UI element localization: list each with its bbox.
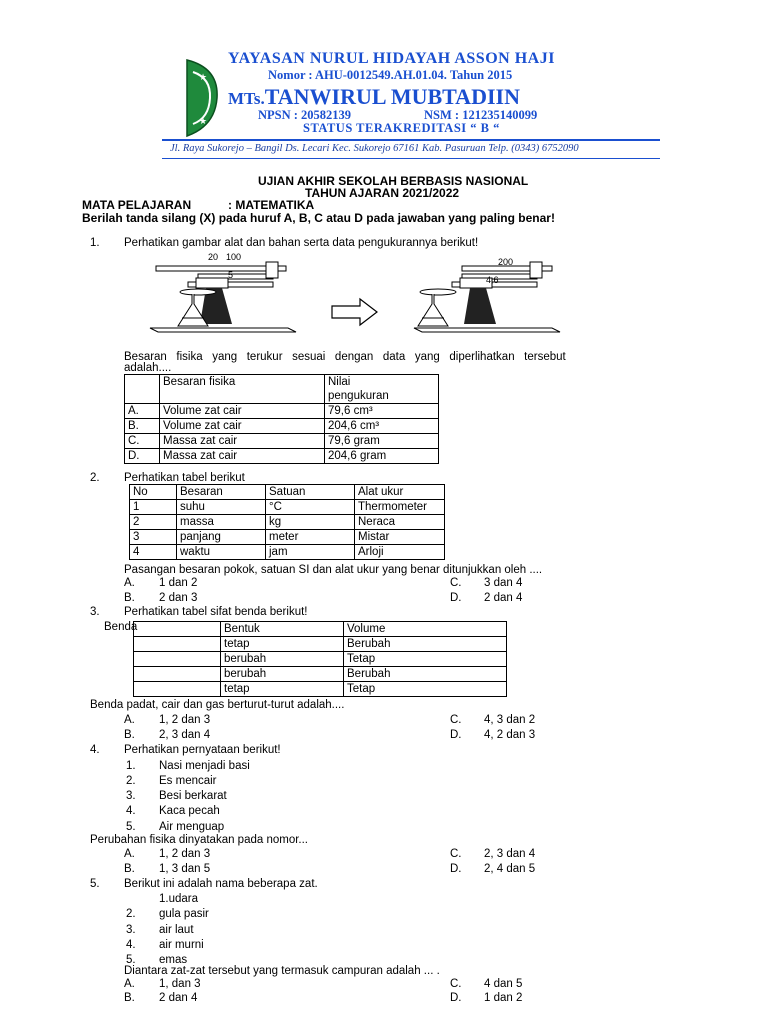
q1-col2-header — [325, 375, 439, 404]
table-cell: waktu — [177, 545, 266, 560]
table-row — [125, 375, 439, 404]
table-cell: Berubah — [344, 667, 507, 682]
table-cell: 2 — [130, 515, 177, 530]
choice-letter: B. — [124, 863, 135, 875]
subject-value: : MATEMATIKA — [228, 198, 315, 212]
table-cell: jam — [266, 545, 355, 560]
list-item-number: 5. — [126, 821, 136, 833]
table-cell — [134, 682, 221, 697]
choice-text: 4 dan 5 — [484, 978, 523, 990]
choice-text: 1, 2 dan 3 — [159, 714, 211, 726]
school-prefix: MTs. — [228, 89, 265, 108]
school-name — [228, 84, 520, 110]
choice-text: 2, 4 dan 5 — [484, 863, 536, 875]
choice-text: 4, 2 dan 3 — [484, 729, 536, 741]
q2-table — [129, 484, 445, 560]
choice-text: 2, 3 dan 4 — [159, 729, 211, 741]
subject-label: MATA PELAJARAN — [82, 198, 192, 212]
table-cell: kg — [266, 515, 355, 530]
table-header: Bentuk — [221, 622, 344, 637]
q3-header-benda: Benda — [104, 621, 138, 633]
fig-left-beam1: 20 — [208, 252, 219, 262]
table-row — [125, 419, 439, 434]
exam-year: TAHUN AJARAN 2021/2022 — [305, 186, 460, 200]
list-item-number: 2. — [126, 908, 136, 920]
choice-text: 2 dan 3 — [159, 592, 198, 604]
list-item: air laut — [159, 924, 194, 936]
q5-number: 5. — [90, 878, 100, 890]
q3-number: 3. — [90, 606, 100, 618]
table-cell: Mistar — [355, 530, 445, 545]
table-cell — [134, 622, 221, 637]
list-item-number: 2. — [126, 775, 136, 787]
choice-text: 2, 3 dan 4 — [484, 848, 536, 860]
q5-stem: Diantara zat-zat tersebut yang termasuk campuran adalah ... . — [124, 965, 440, 977]
option-letter: D. — [125, 449, 160, 464]
choice-letter: C. — [450, 848, 462, 860]
table-header: No — [130, 485, 177, 500]
choice-letter: C. — [450, 577, 462, 589]
letterhead-rule-top — [162, 139, 660, 141]
choice-text: 1 dan 2 — [484, 992, 523, 1004]
choice-letter: D. — [450, 729, 462, 741]
choice-text: 2 dan 4 — [484, 592, 523, 604]
q2-number: 2. — [90, 472, 100, 484]
table-row — [125, 434, 439, 449]
choice-text: 1, 2 dan 3 — [159, 848, 211, 860]
table-cell: Tetap — [344, 682, 507, 697]
list-item-number: 4. — [126, 939, 136, 951]
svg-text:★: ★ — [199, 117, 208, 127]
table-row — [134, 652, 507, 667]
q1-col2-header-b: pengukuran — [328, 390, 389, 402]
option-value: 79,6 gram — [325, 434, 439, 449]
q1-col2-header-a: Nilai — [328, 376, 351, 388]
table-cell: tetap — [221, 682, 344, 697]
q1-options-table — [124, 374, 439, 464]
choice-letter: C. — [450, 978, 462, 990]
table-row — [134, 682, 507, 697]
table-cell: Arloji — [355, 545, 445, 560]
choice-text: 3 dan 4 — [484, 577, 523, 589]
foundation-name: YAYASAN NURUL HIDAYAH ASSON HAJI — [228, 50, 555, 67]
table-row — [130, 515, 445, 530]
choice-letter: B. — [124, 992, 135, 1004]
q1-stem-line2: adalah.... — [124, 362, 172, 374]
table-header: Volume — [344, 622, 507, 637]
choice-letter: A. — [124, 577, 135, 589]
choice-text: 1, 3 dan 5 — [159, 863, 211, 875]
choice-text: 4, 3 dan 2 — [484, 714, 536, 726]
fig-right-beam2: 4,6 — [486, 275, 499, 285]
letterhead-rule-bottom — [162, 158, 660, 159]
table-cell: Berubah — [344, 637, 507, 652]
nsm: NSM : 121235140099 — [424, 108, 538, 122]
list-item: emas — [159, 954, 188, 966]
table-cell: 3 — [130, 530, 177, 545]
svg-text:★: ★ — [199, 73, 208, 83]
table-header: Alat ukur — [355, 485, 445, 500]
q1-col1-header: Besaran fisika — [160, 375, 325, 404]
option-letter: B. — [125, 419, 160, 434]
table-cell: Neraca — [355, 515, 445, 530]
decree-number: Nomor : AHU-0012549.AH.01.04. Tahun 2015 — [268, 68, 513, 82]
list-item: air murni — [159, 939, 204, 951]
list-item-number: 1. — [126, 760, 136, 772]
choice-letter: B. — [124, 592, 135, 604]
q4-stem: Perubahan fisika dinyatakan pada nomor... — [90, 834, 309, 846]
accreditation-status: STATUS TERAKREDITASI “ B “ — [303, 121, 500, 135]
option-quantity: Massa zat cair — [160, 449, 325, 464]
q4-text: Perhatikan pernyataan berikut! — [124, 744, 281, 756]
option-letter: C. — [125, 434, 160, 449]
list-item: Kaca pecah — [159, 805, 220, 817]
table-cell: panjang — [177, 530, 266, 545]
option-value: 204,6 cm³ — [325, 419, 439, 434]
table-cell: °C — [266, 500, 355, 515]
choice-text: 1 dan 2 — [159, 577, 198, 589]
table-cell — [134, 652, 221, 667]
choice-text: 1, dan 3 — [159, 978, 201, 990]
table-cell: suhu — [177, 500, 266, 515]
list-item-number: 4. — [126, 805, 136, 817]
table-row — [130, 500, 445, 515]
option-letter: A. — [125, 404, 160, 419]
q5-text: Berikut ini adalah nama beberapa zat. — [124, 878, 318, 890]
table-row — [134, 667, 507, 682]
choice-letter: A. — [124, 714, 135, 726]
table-cell: berubah — [221, 667, 344, 682]
option-quantity: Massa zat cair — [160, 434, 325, 449]
list-item-number: 5. — [126, 954, 136, 966]
table-row — [125, 404, 439, 419]
q1-text: Perhatikan gambar alat dan bahan serta data pengukurannya berikut! — [124, 237, 479, 249]
list-item-number: 3. — [126, 790, 136, 802]
choice-letter: C. — [450, 714, 462, 726]
table-row — [134, 622, 507, 637]
q4-number: 4. — [90, 744, 100, 756]
table-header: Satuan — [266, 485, 355, 500]
q3-text: Perhatikan tabel sifat benda berikut! — [124, 606, 308, 618]
table-cell: Thermometer — [355, 500, 445, 515]
list-item: Nasi menjadi basi — [159, 760, 250, 772]
list-item: gula pasir — [159, 908, 209, 920]
npsn: NPSN : 20582139 — [258, 108, 352, 122]
choice-letter: A. — [124, 978, 135, 990]
choice-letter: A. — [124, 848, 135, 860]
q3-table — [133, 621, 507, 697]
option-value: 204,6 gram — [325, 449, 439, 464]
option-value: 79,6 cm³ — [325, 404, 439, 419]
table-cell: 4 — [130, 545, 177, 560]
choice-letter: D. — [450, 863, 462, 875]
choice-letter: D. — [450, 992, 462, 1004]
school-logo — [183, 58, 223, 138]
balance-figure-left — [148, 252, 298, 342]
q2-stem: Pasangan besaran pokok, satuan SI dan alat ukur yang benar ditunjukkan oleh .... — [124, 564, 543, 576]
list-item: 1.udara — [159, 893, 199, 905]
table-cell: berubah — [221, 652, 344, 667]
table-row — [130, 545, 445, 560]
table-cell — [134, 637, 221, 652]
table-cell — [125, 375, 160, 404]
fig-left-beam3: 5 — [228, 270, 234, 280]
balance-figure-right — [412, 252, 562, 342]
q1-stem-line1: Besaran fisika yang terukur sesuai dengan data yang diperlihatkan tersebut — [124, 351, 566, 363]
table-row — [130, 530, 445, 545]
choice-letter: D. — [450, 592, 462, 604]
list-item: Besi berkarat — [159, 790, 227, 802]
table-cell: meter — [266, 530, 355, 545]
table-cell: 1 — [130, 500, 177, 515]
instruction: Berilah tanda silang (X) pada huruf A, B, C atau D pada jawaban yang paling benar! — [82, 211, 555, 225]
school-address: Jl. Raya Sukorejo – Bangil Ds. Lecari Kec. Sukorejo 67161 Kab. Pasuruan Telp. (0343) 6752090 — [170, 143, 579, 154]
list-item: Air menguap — [159, 821, 225, 833]
q2-text: Perhatikan tabel berikut — [124, 472, 245, 484]
option-quantity: Volume zat cair — [160, 419, 325, 434]
table-row — [125, 449, 439, 464]
exam-title: UJIAN AKHIR SEKOLAH BERBASIS NASIONAL — [258, 174, 529, 188]
list-item: Es mencair — [159, 775, 217, 787]
table-cell: massa — [177, 515, 266, 530]
choice-letter: B. — [124, 729, 135, 741]
q1-number: 1. — [90, 237, 100, 249]
table-row — [130, 485, 445, 500]
choice-text: 2 dan 4 — [159, 992, 198, 1004]
table-cell: tetap — [221, 637, 344, 652]
list-item-number: 3. — [126, 924, 136, 936]
arrow-right-icon — [330, 297, 380, 327]
q3-stem: Benda padat, cair dan gas berturut-turut adalah.... — [90, 699, 345, 711]
school-title: TANWIRUL MUBTADIIN — [264, 84, 520, 109]
fig-right-beam1: 200 — [498, 257, 514, 267]
table-cell: Tetap — [344, 652, 507, 667]
fig-left-beam2: 100 — [226, 252, 242, 262]
table-row — [134, 637, 507, 652]
table-header: Besaran — [177, 485, 266, 500]
option-quantity: Volume zat cair — [160, 404, 325, 419]
table-cell — [134, 667, 221, 682]
